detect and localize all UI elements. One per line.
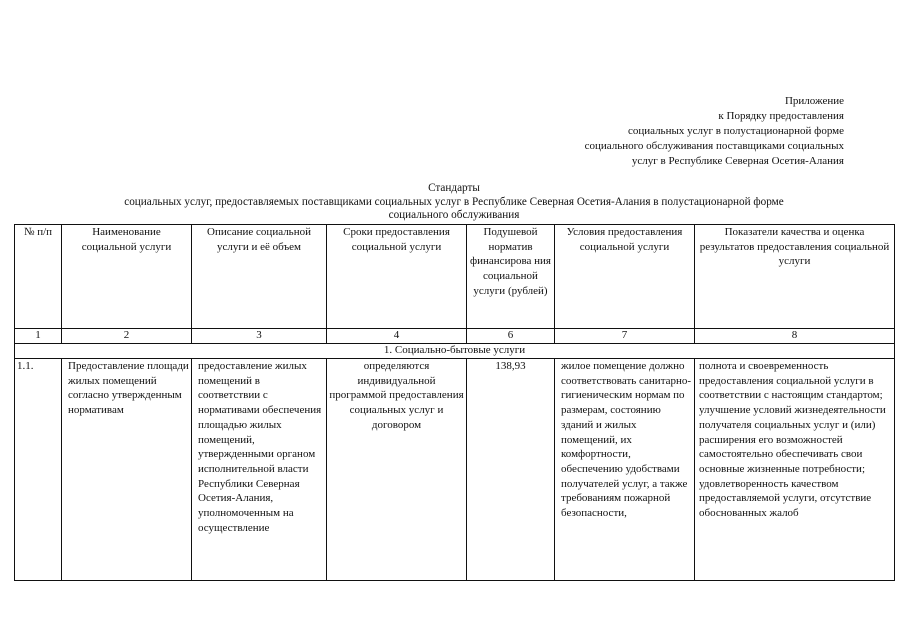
document-title [14, 182, 894, 223]
header-cell-conditions: Условия предоставления социальной услуги [555, 225, 695, 329]
quality-indicators-cell: полнота и своевременность предоставления социальной услуги в соответствии с настоящим стандартом; улучшение условий жизнедеятельности получателя социальных услуг и (или) расширения его возможностей самостоятельно обеспечивать свои основные жизненные потребности; удовлетворенность качеством предоставляемой услуги, отсутствие обоснованных жалоб [695, 359, 895, 581]
column-number: 3 [192, 329, 327, 344]
table-row [15, 359, 895, 581]
header-cell-norm: Подушевой норматив финансирова ния социальной услуги (рублей) [467, 225, 555, 329]
service-name-cell: Предоставление площади жилых помещений согласно утвержденным нормативам [62, 359, 192, 581]
appendix-line: услуг в Республике Северная Осетия-Алания [631, 155, 844, 167]
service-description-cell: предоставление жилых помещений в соответствии с нормативами обеспечения площадью жилых помещений, утвержденными органом исполнительной власти Республики Северная Осетия-Алания, уполномоченным на осуществление [192, 359, 327, 581]
appendix-line: к Порядку предоставления [718, 110, 844, 122]
standards-table [14, 224, 895, 581]
header-cell-description: Описание социальной услуги и её объем [192, 225, 327, 329]
header-cell-quality: Показатели качества и оценка результатов предоставления социальной услуги [695, 225, 895, 329]
header-cell-terms: Сроки предоставления социальной услуги [327, 225, 467, 329]
title-heading: Стандарты [428, 182, 480, 194]
financing-norm-cell: 138,93 [467, 359, 555, 581]
appendix-line: социального обслуживания поставщиками социальных [584, 140, 844, 152]
appendix-line: Приложение [784, 95, 844, 107]
header-cell-number: № п/п [15, 225, 62, 329]
title-line: социальных услуг, предоставляемых поставщиками социальных услуг в Республике Северная Осетия-Алания в полустационарной форме [124, 195, 784, 208]
service-terms-cell: определяются индивидуальной программой предоставления социальных услуг и договором [327, 359, 467, 581]
table-header-row [15, 225, 895, 329]
column-number-row [15, 329, 895, 344]
column-number: 8 [695, 329, 895, 344]
column-number: 7 [555, 329, 695, 344]
column-number: 1 [15, 329, 62, 344]
row-number-cell: 1.1. [15, 359, 62, 581]
appendix-note [585, 94, 844, 169]
title-line: социального обслуживания [388, 209, 520, 221]
service-conditions-cell: жилое помещение должно соответствовать санитарно-гигиеническим нормам по размерам, состоянию зданий и жилых помещений, их комфортности, обеспечению удобствами получателей услуг, а также требованиям пожарной безопасности, [555, 359, 695, 581]
column-number: 2 [62, 329, 192, 344]
section-title: 1. Социально-бытовые услуги [15, 344, 895, 359]
header-cell-name: Наименование социальной услуги [62, 225, 192, 329]
column-number: 6 [467, 329, 555, 344]
column-number: 4 [327, 329, 467, 344]
appendix-line: социальных услуг в полустационарной форме [627, 125, 844, 137]
section-row [15, 344, 895, 359]
